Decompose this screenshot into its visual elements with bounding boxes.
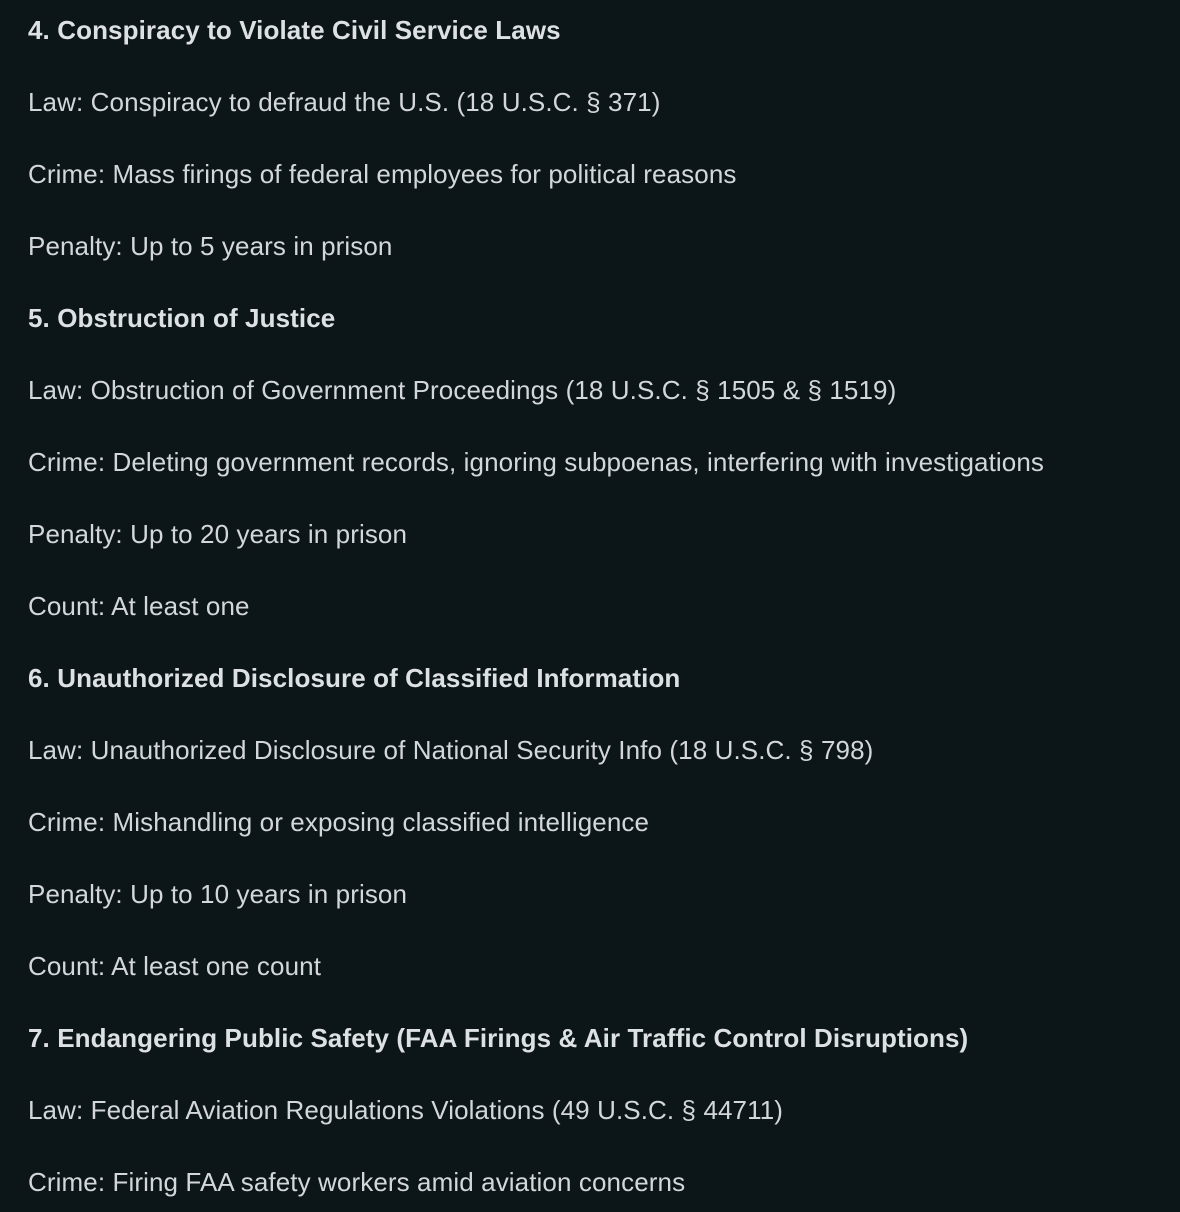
section-6-law: Law: Unauthorized Disclosure of National Security Info (18 U.S.C. § 798) [28,735,874,765]
section-4-crime: Crime: Mass firings of federal employees for political reasons [28,159,737,189]
section-5-heading: 5. Obstruction of Justice [28,303,336,333]
section-5-law: Law: Obstruction of Government Proceedings (18 U.S.C. § 1505 & § 1519) [28,375,897,405]
section-5-count: Count: At least one [28,591,250,621]
section-7-crime: Crime: Firing FAA safety workers amid aviation concerns [28,1167,686,1197]
section-6-count: Count: At least one count [28,951,322,981]
section-6-heading: 6. Unauthorized Disclosure of Classified Information [28,663,681,693]
section-7-law: Law: Federal Aviation Regulations Violations (49 U.S.C. § 44711) [28,1095,784,1125]
section-4-law: Law: Conspiracy to defraud the U.S. (18 U.S.C. § 371) [28,87,661,117]
section-6-crime: Crime: Mishandling or exposing classified intelligence [28,807,650,837]
section-6-penalty: Penalty: Up to 10 years in prison [28,879,408,909]
section-4-heading: 4. Conspiracy to Violate Civil Service Laws [28,15,561,45]
section-7-heading: 7. Endangering Public Safety (FAA Firings & Air Traffic Control Disruptions) [28,1023,969,1053]
section-5-penalty: Penalty: Up to 20 years in prison [28,519,408,549]
section-5-crime: Crime: Deleting government records, ignoring subpoenas, interfering with investigations [28,447,1044,477]
section-4-penalty: Penalty: Up to 5 years in prison [28,231,393,261]
